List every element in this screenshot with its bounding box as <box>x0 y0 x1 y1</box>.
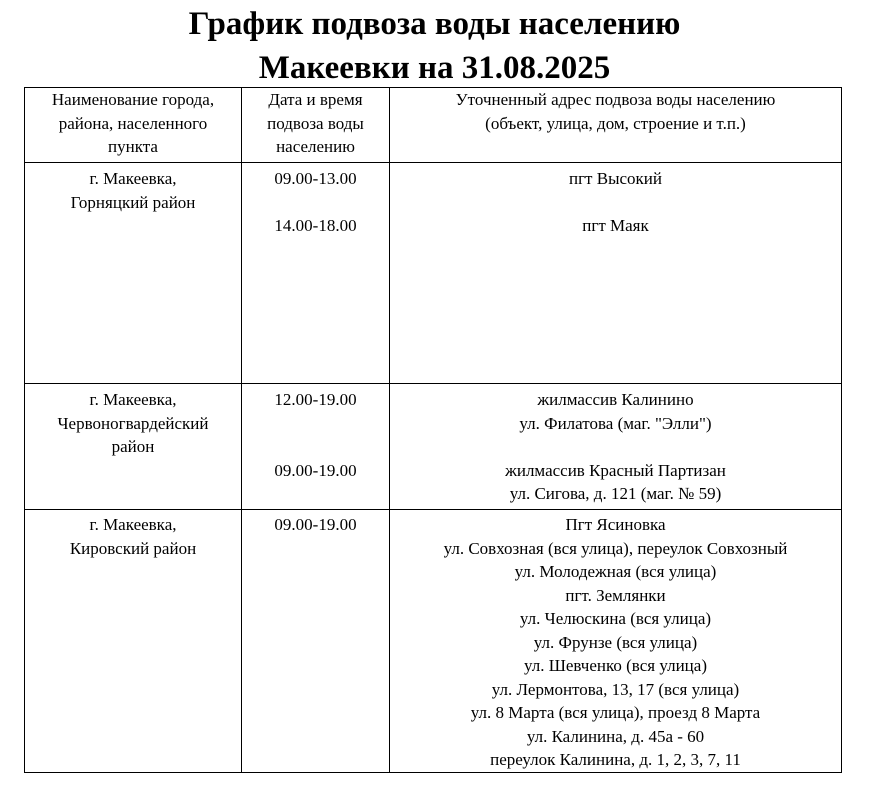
address-text: ул. Молодежная (вся улица) <box>514 562 717 581</box>
table-row <box>25 510 842 773</box>
address-text: ул. Калинина, д. 45а - 60 <box>526 726 705 746</box>
time-text: 09.00-19.00 <box>274 515 357 534</box>
address-text: ул. Филатова (маг. "Элли") <box>519 413 712 433</box>
address-text: Пгт Ясиновка <box>565 515 666 534</box>
time-text: 14.00-18.00 <box>274 216 357 235</box>
address-text: переулок Калинина, д. 1, 2, 3, 7, 11 <box>490 750 741 769</box>
district-text: г. Макеевка, <box>89 390 177 409</box>
address-text: ул. Челюскина (вся улица) <box>519 609 712 628</box>
address-text: ул. Лермонтова, 13, 17 (вся улица) <box>491 679 740 699</box>
district-cell <box>25 510 242 773</box>
address-text: жилмассив Калинино <box>537 390 694 409</box>
district-text: Червоногвардейский <box>57 413 209 433</box>
address-text: пгт Высокий <box>568 169 662 188</box>
header-text: населению <box>276 137 355 156</box>
address-text: ул. Шевченко (вся улица) <box>524 656 707 675</box>
time-text: 12.00-19.00 <box>274 390 357 409</box>
district-text: г. Макеевка, <box>89 515 177 534</box>
address-text: жилмассив Красный Партизан <box>505 460 726 480</box>
header-text: подвоза воды <box>267 113 364 133</box>
title-line-2: Макеевки на 31.08.2025 <box>258 50 611 86</box>
header-text: района, населенного <box>58 113 208 133</box>
district-text: Горняцкий район <box>70 192 196 212</box>
time-text: 09.00-13.00 <box>274 169 357 188</box>
header-text: Наименование города, <box>51 90 215 109</box>
district-cell <box>25 163 242 384</box>
water-schedule-table <box>24 87 842 773</box>
address-cell <box>390 384 842 510</box>
header-text: (объект, улица, дом, строение и т.п.) <box>485 113 746 133</box>
address-text: ул. 8 Марта (вся улица), проезд 8 Марта <box>470 703 761 722</box>
district-cell <box>25 384 242 510</box>
table-header-row <box>25 88 842 163</box>
address-cell <box>390 163 842 384</box>
time-cell <box>242 384 390 510</box>
address-text: пгт Маяк <box>582 216 649 235</box>
header-address <box>390 88 842 163</box>
title-line-1: График подвоза воды населению <box>188 6 681 42</box>
header-district <box>25 88 242 163</box>
address-text: пгт. Землянки <box>565 585 666 605</box>
time-text: 09.00-19.00 <box>274 460 357 480</box>
header-text: пункта <box>108 137 158 156</box>
district-text: Кировский район <box>69 538 197 558</box>
address-text: ул. Совхозная (вся улица), переулок Совхозный <box>443 538 788 558</box>
address-text: ул. Сигова, д. 121 (маг. № 59) <box>509 484 722 503</box>
address-text: ул. Фрунзе (вся улица) <box>533 632 698 652</box>
header-text: Дата и время <box>268 90 363 109</box>
header-text: Уточненный адрес подвоза воды населению <box>455 90 776 109</box>
district-text: г. Макеевка, <box>89 169 177 188</box>
time-cell <box>242 510 390 773</box>
header-datetime <box>242 88 390 163</box>
page-title <box>0 2 869 90</box>
address-cell <box>390 510 842 773</box>
table-row <box>25 163 842 384</box>
time-cell <box>242 163 390 384</box>
table-row <box>25 384 842 510</box>
district-text: район <box>111 437 155 456</box>
